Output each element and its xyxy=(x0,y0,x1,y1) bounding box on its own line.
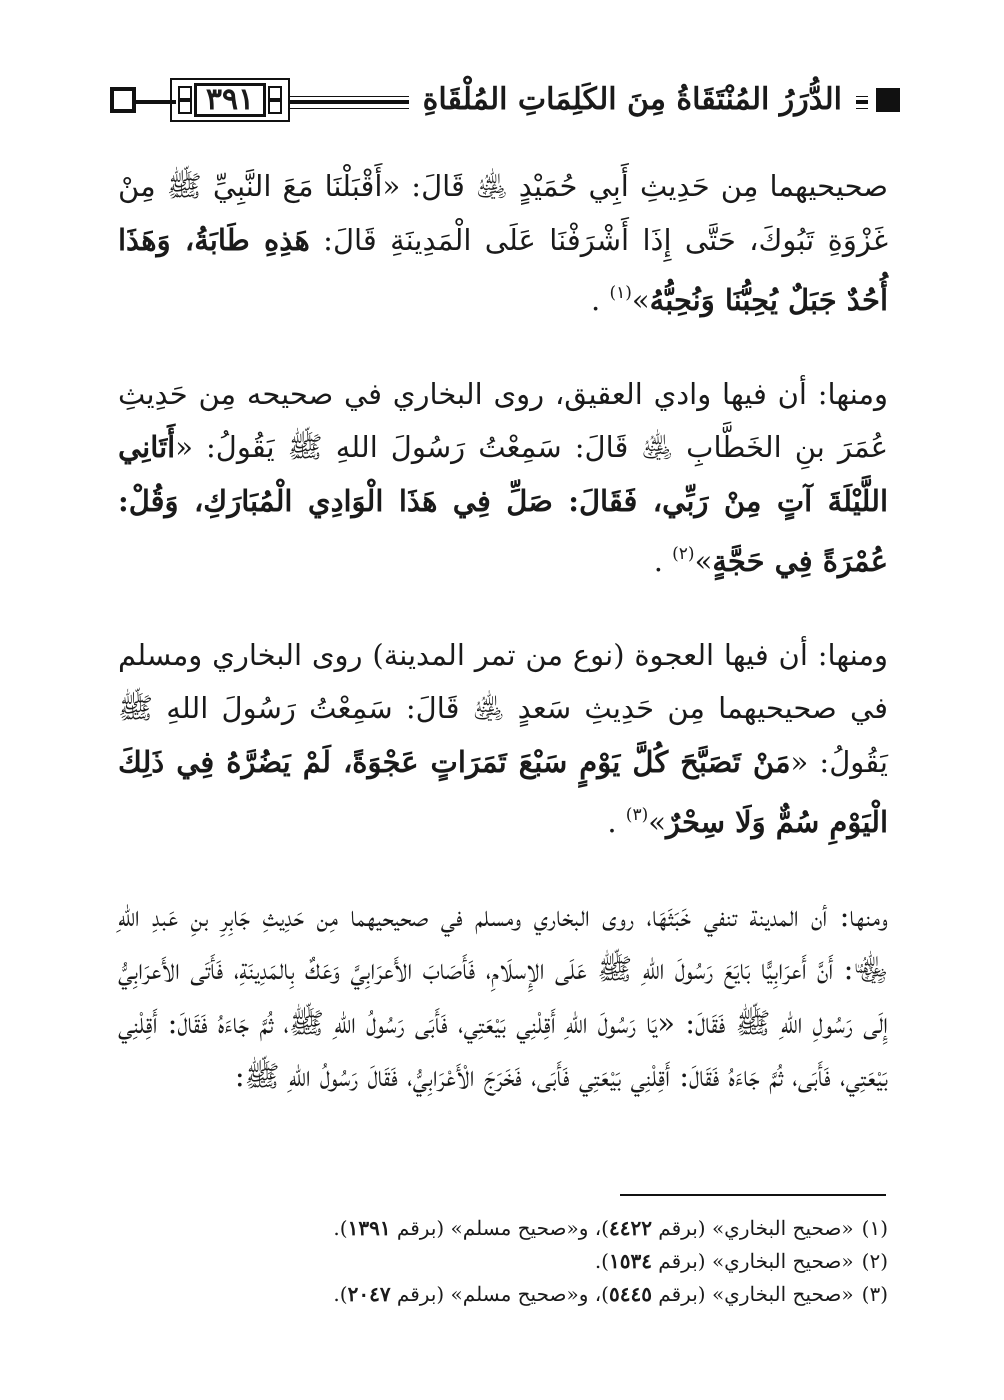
paragraph-text: ومنها: أن المدينة تنفي خَبَثَهَا، روى البخاري ومسلم في صحيحيهما مِن حَدِيثِ جَابِرِ بنِ عَبدِ اللهِ ﵄: أَنَّ أَعرَابِيًّا بَايَعَ رَسُولَ اللهِ ﷺ عَلَى الإِسلَامِ، فَأَصَابَ الأَعرَابِيَّ وَعَكٌ بِالمَدِينَةِ، فَأَتَى الأَعرَابِيُّ إِلَى رَسُولِ اللهِ ﷺ فَقَالَ: «يَا رَسُولَ اللهِ أَقِلْنِي بَيْعَتِي، فَأَبَى رَسُولُ اللهِ ﷺ، ثُمَّ جَاءَهُ فَقَالَ: أَقِلْنِي بَيْعَتِي، فَأَبَى، ثُمَّ جَاءَهُ فَقَالَ: أَقِلْنِي بَيْعَتِي فَأَبَى، فَخَرَجَ الْأَعْرَابِيُّ، فَقَالَ رَسُولُ اللهِ ﷺ: xyxy=(118,898,888,1093)
footnote xyxy=(118,1245,888,1278)
paragraph-ending: . xyxy=(607,805,626,839)
paragraph-ending: . xyxy=(653,544,673,578)
paragraph-text: صحيحيهما مِن حَدِيثِ أَبِي حُمَيْدٍ ﵁ قَالَ: «أَقْبَلْنَا مَعَ النَّبِيِّ ﷺ مِنْ غَزْوَةِ تَبُوكَ، حَتَّى إِذَا أَشْرَفْنَا عَلَى الْمَدِينَةِ قَالَ: xyxy=(118,169,889,257)
paragraph xyxy=(118,368,888,589)
footnote xyxy=(118,1212,888,1245)
hadith-quote: مَنْ تَصَبَّحَ كُلَّ يَوْمٍ سَبْعَ تَمَرَاتٍ عَجْوَةً، لَمْ يَضُرَّهُ فِي ذَلِكَ الْيَوْمِ سُمٌّ وَلَا سِحْرٌ xyxy=(118,744,888,839)
footnote-label: (٣) xyxy=(861,1282,888,1306)
footnote-text: )، و«صحيح مسلم» (برقم xyxy=(390,1282,609,1306)
header-left-ornament xyxy=(110,87,136,113)
footnote-text: «صحيح البخاري» (برقم xyxy=(651,1216,854,1240)
footnote-label: (١) xyxy=(861,1216,888,1240)
footnote-separator xyxy=(620,1194,886,1196)
main-text xyxy=(118,160,888,1144)
page-number: ٣٩١ xyxy=(205,82,255,117)
footnote-ref[interactable]: (٢) xyxy=(672,544,695,564)
footnote-text: ). xyxy=(333,1216,348,1240)
paragraph xyxy=(118,629,888,850)
paragraph-text: ومنها: أن فيها العجوة (نوع من تمر المدينة) روى البخاري ومسلم في صحيحيهما مِن حَدِيثِ سَعدٍ ﵁ قَالَ: سَمِعْتُ رَسُولَ اللهِ ﷺ يَقُولُ: « xyxy=(118,637,888,779)
footnote-label: (٢) xyxy=(861,1249,888,1273)
footnote-text: )، و«صحيح مسلم» (برقم xyxy=(390,1216,609,1240)
hadith-number: ٢٠٤٧ xyxy=(347,1282,391,1306)
footnote xyxy=(118,1278,888,1311)
footnote-text: ). xyxy=(594,1249,609,1273)
quote-close: » xyxy=(631,283,650,317)
hadith-number: ١٣٩١ xyxy=(347,1216,391,1240)
footnote-ref[interactable]: (١) xyxy=(609,283,632,303)
running-title: الدُّرَرُ المُنْتَقَاةُ مِنَ الكَلِمَاتِ المُلْقَاةِ xyxy=(409,76,856,124)
hadith-number: ١٥٣٤ xyxy=(608,1249,652,1273)
footnote-ref[interactable]: (٣) xyxy=(625,805,649,825)
hadith-quote: أَتَانِي اللَّيْلَةَ آتٍ مِنْ رَبِّي، فَقَالَ: صَلِّ فِي هَذَا الْوَادِي الْمُبَارَكِ، وَقُلْ: عُمْرَةً فِي حَجَّةٍ xyxy=(118,430,888,578)
quote-close: » xyxy=(694,544,713,578)
page-header xyxy=(110,72,900,132)
paragraph xyxy=(118,160,888,328)
footnote-text: ). xyxy=(333,1282,348,1306)
page-number-frame xyxy=(170,78,290,122)
footnotes xyxy=(118,1212,888,1311)
paragraph-text: ومنها: أن فيها وادي العقيق، روى البخاري في صحيحه مِن حَدِيثِ عُمَرَ بنِ الخَطَّابِ ﵁ قَالَ: سَمِعْتُ رَسُولَ اللهِ ﷺ يَقُولُ: « xyxy=(118,376,888,464)
hadith-number: ٥٤٤٥ xyxy=(608,1282,652,1306)
hadith-number: ٤٤٢٢ xyxy=(608,1216,652,1240)
header-right-ornament xyxy=(876,88,900,112)
paragraph-ending: . xyxy=(591,283,610,317)
quote-close: » xyxy=(648,805,666,839)
hadith-quote: هَذِهِ طَابَةُ، وَهَذَا أُحُدٌ جَبَلٌ يُحِبُّنَا وَنُحِبُّهُ xyxy=(118,222,888,317)
footnote-text: «صحيح البخاري» (برقم xyxy=(651,1282,854,1306)
footnote-text: «صحيح البخاري» (برقم xyxy=(651,1249,854,1273)
paragraph xyxy=(118,890,888,1104)
